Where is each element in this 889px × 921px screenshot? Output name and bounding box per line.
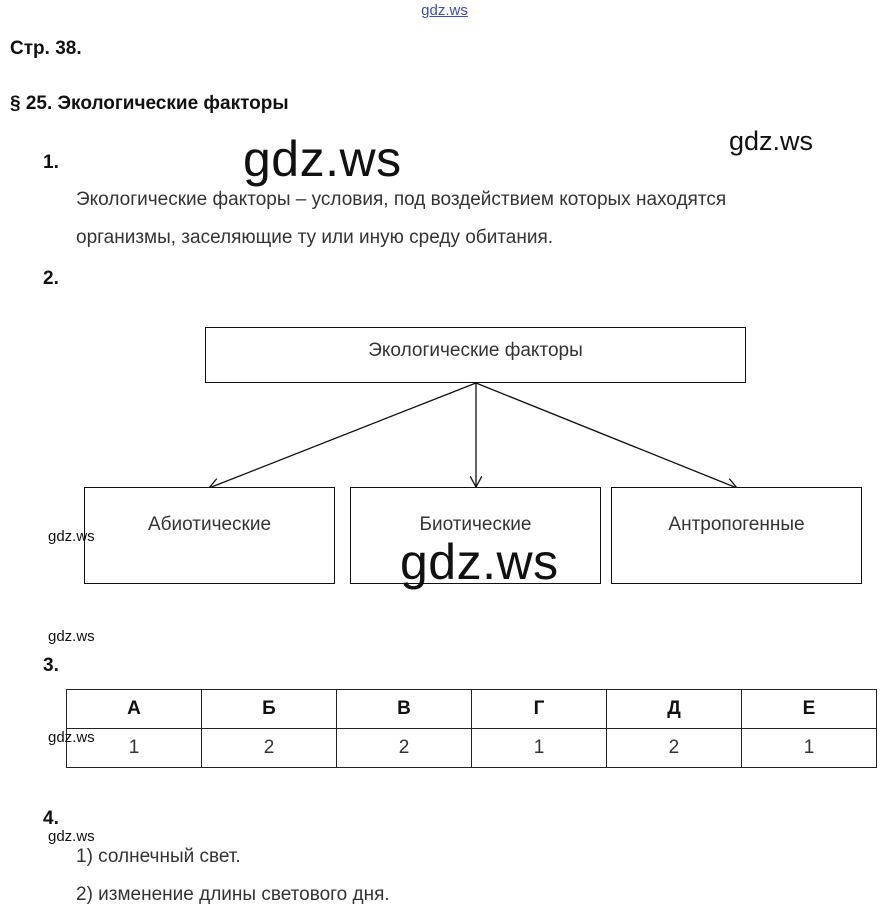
diagram-label-abiotic: Абиотические [147, 513, 272, 535]
page-number: Стр. 38. [10, 38, 82, 59]
table-header-cell: Е [741, 690, 876, 729]
watermark-big-1: gdz.ws [243, 131, 402, 187]
answer-table [66, 689, 877, 768]
table-cell: 1 [741, 729, 876, 768]
table-cell: 2 [337, 729, 472, 768]
diagram-label-anthropogenic: Антропогенные [668, 513, 805, 535]
table-header-cell: Г [472, 690, 607, 729]
question-1-line-2: организмы, заселяющие ту или иную среду обитания. [76, 227, 554, 248]
question-2-number: 2. [43, 268, 59, 289]
watermark-small-table: gdz.ws [48, 729, 95, 746]
watermark-small-diagram: gdz.ws [48, 528, 95, 545]
diagram-label-biotic: Биотические [419, 513, 532, 535]
watermark-small-q4: gdz.ws [48, 828, 95, 845]
table-header-cell: Д [606, 690, 741, 729]
question-4-item-2: 2) изменение длины светового дня. [76, 884, 390, 905]
table-header-row [67, 690, 877, 729]
table-row [67, 729, 877, 768]
question-3-number: 3. [43, 655, 59, 676]
question-1-line-1: Экологические факторы – условия, под воздействием которых находятся [76, 189, 727, 210]
table-header-cell: А [67, 690, 202, 729]
table-cell: 1 [67, 729, 202, 768]
table-header-cell: Б [202, 690, 337, 729]
watermark-small-q3: gdz.ws [48, 628, 95, 645]
arrow-to-abiotic [209, 383, 476, 488]
diagram-box-abiotic [84, 487, 335, 584]
question-4-item-1: 1) солнечный свет. [76, 846, 241, 867]
watermark-right: gdz.ws [729, 126, 814, 156]
watermark-big-2: gdz.ws [400, 534, 559, 590]
diagram-root-box [205, 327, 746, 383]
table-header-cell: В [337, 690, 472, 729]
question-4-number: 4. [43, 808, 59, 829]
diagram-box-anthropogenic [611, 487, 862, 584]
arrow-to-anthropogenic [476, 383, 737, 488]
table-cell: 2 [606, 729, 741, 768]
question-1-number: 1. [43, 152, 59, 173]
table-cell: 2 [202, 729, 337, 768]
table-cell: 1 [472, 729, 607, 768]
watermark-top-link[interactable]: gdz.ws [421, 2, 468, 19]
section-title: § 25. Экологические факторы [10, 93, 289, 114]
diagram-root-label: Экологические факторы [368, 340, 583, 361]
